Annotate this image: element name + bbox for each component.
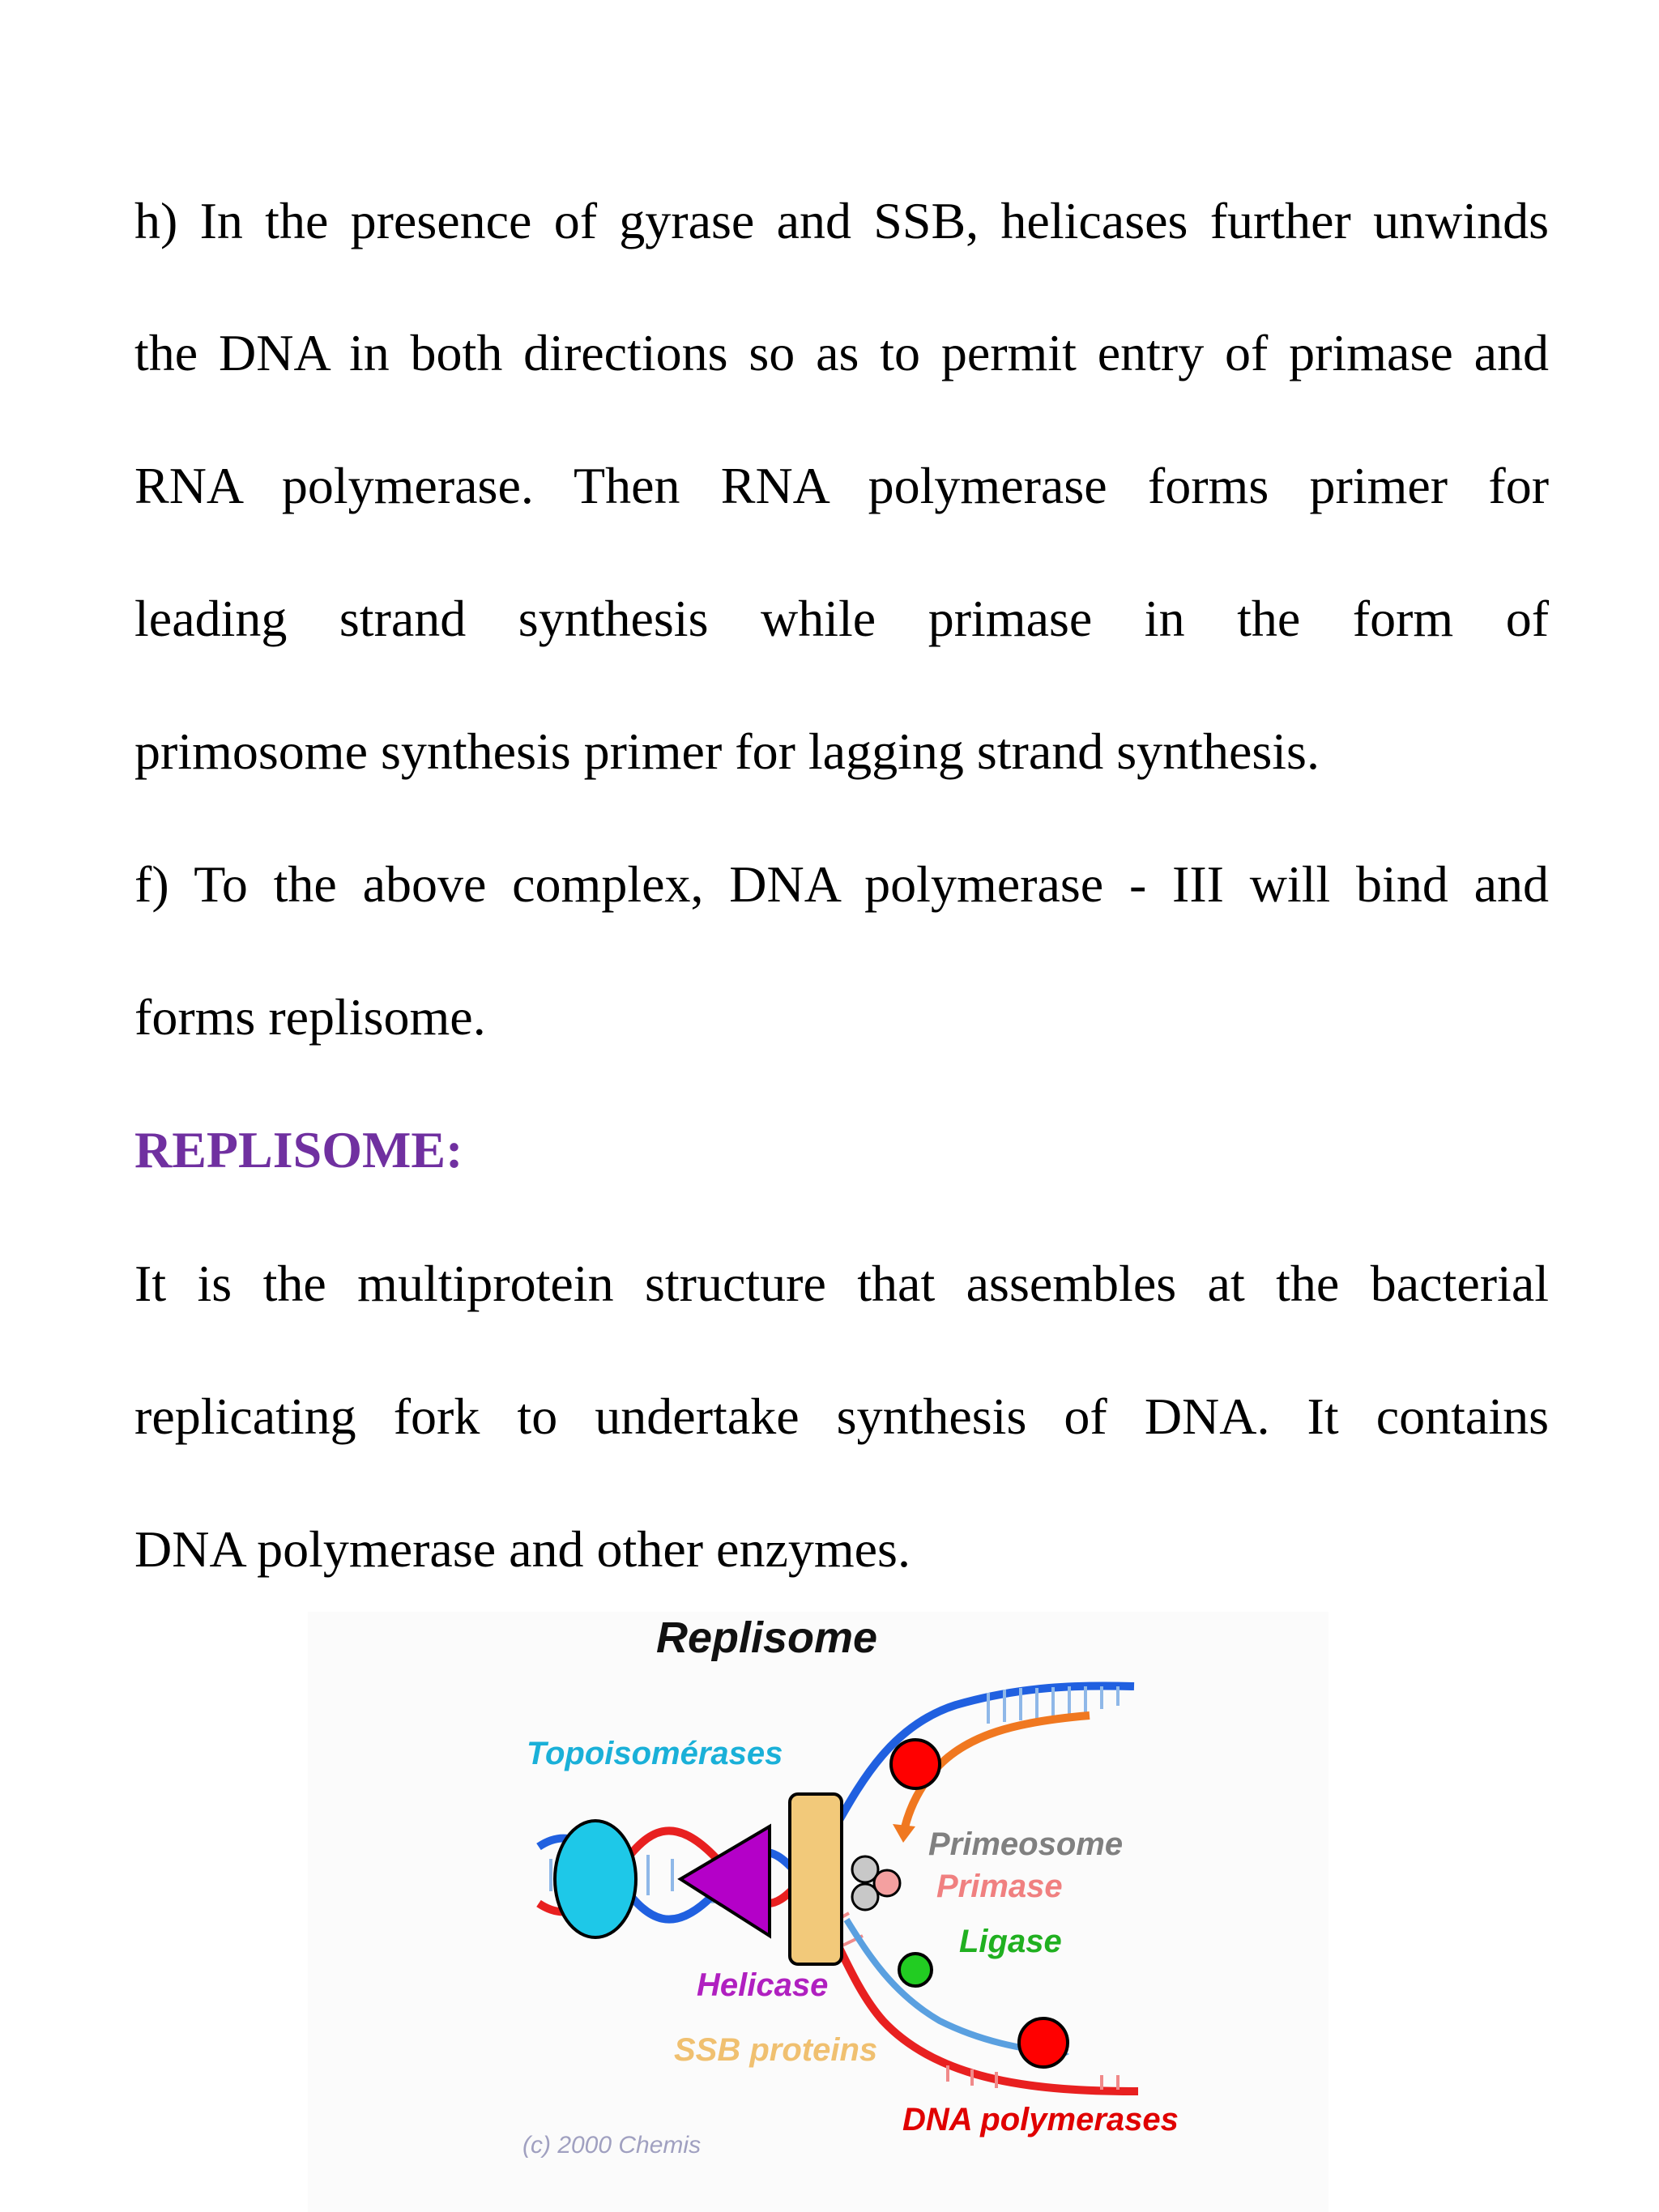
label-primase: Primase <box>936 1869 1063 1904</box>
primase-shape <box>874 1870 900 1896</box>
paragraph-h-line-5: primosome synthesis primer for lagging strand synthesis. <box>134 722 1320 780</box>
topoisomerase-shape <box>555 1821 636 1937</box>
dna-polymerase-leading-shape <box>891 1740 940 1788</box>
ligase-shape <box>899 1954 932 1986</box>
paragraph-h-line-4: leading strand synthesis while primase in the form of <box>134 590 1549 647</box>
paragraph-f-line-1: f) To the above complex, DNA polymerase - III will bind and <box>134 855 1549 913</box>
section-heading: REPLISOME: <box>134 1121 463 1178</box>
label-primeosome: Primeosome <box>928 1826 1124 1862</box>
paragraph-h-line-2: the DNA in both directions so as to permit entry of primase and <box>134 324 1549 381</box>
label-ssb-proteins: SSB proteins <box>674 2032 878 2068</box>
ssb-protein-shape <box>790 1794 842 1964</box>
replisome-diagram <box>308 1612 1328 2212</box>
replisome-figure <box>308 1612 1328 2212</box>
figure-credit: (c) 2000 Chemis <box>522 2132 702 2159</box>
label-topoisomerases: Topoisomérases <box>527 1736 783 1771</box>
dna-polymerase-lagging-shape <box>1019 2018 1068 2067</box>
paragraph-h-line-1: h) In the presence of gyrase and SSB, helicases further unwinds <box>134 192 1549 249</box>
label-dna-polymerases: DNA polymerases <box>902 2102 1179 2137</box>
label-helicase: Helicase <box>697 1967 829 2003</box>
figure-title: Replisome <box>656 1613 878 1662</box>
paragraph-replisome-line-3: DNA polymerase and other enzymes. <box>134 1520 911 1578</box>
paragraph-f-line-2: forms replisome. <box>134 988 486 1046</box>
paragraph-h-line-3: RNA polymerase. Then RNA polymerase forms primer for <box>134 457 1549 514</box>
paragraph-replisome-line-1: It is the multiprotein structure that assembles at the bacterial <box>134 1255 1549 1312</box>
label-ligase: Ligase <box>959 1924 1062 1959</box>
paragraph-replisome-line-2: replicating fork to undertake synthesis of DNA. It contains <box>134 1387 1549 1445</box>
